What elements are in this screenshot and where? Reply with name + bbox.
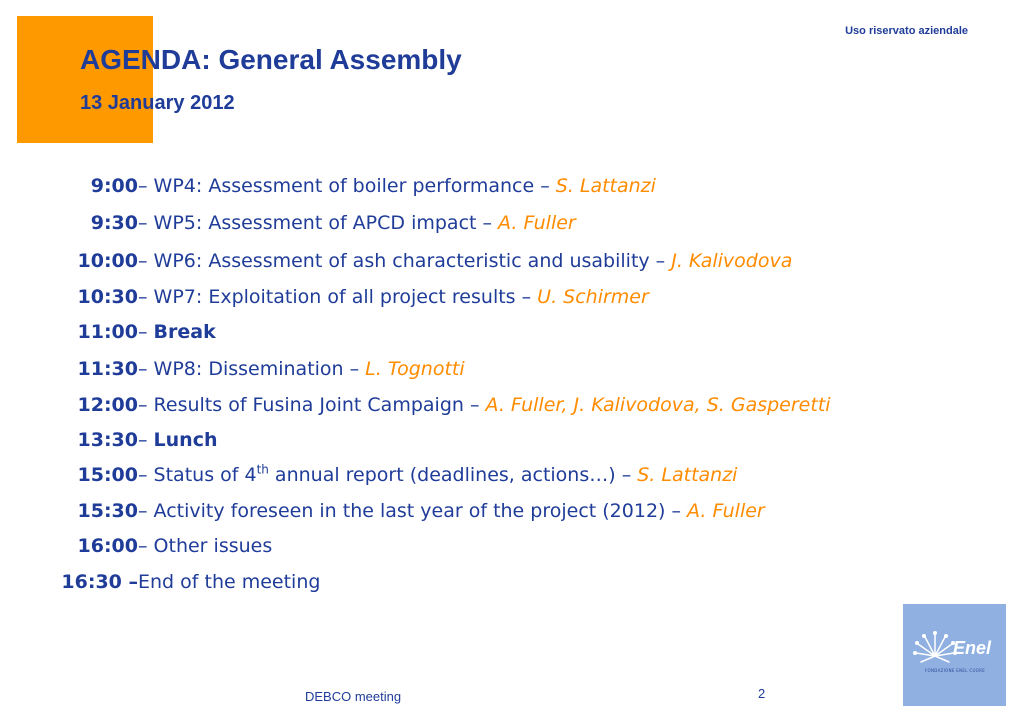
agenda-row <box>0 531 1000 561</box>
agenda-dash: – <box>138 500 154 522</box>
agenda-item: Break <box>153 321 216 343</box>
agenda-item: WP7: Exploitation of all project results – <box>153 286 538 308</box>
agenda-speaker: U. Schirmer <box>537 286 649 308</box>
agenda-item: WP4: Assessment of boiler performance – <box>153 175 556 197</box>
agenda-item: WP5: Assessment of APCD impact – <box>153 212 499 234</box>
agenda-dash: – <box>138 535 154 557</box>
agenda-time: 15:30 <box>77 500 138 522</box>
agenda-time: 12:00 <box>77 394 138 416</box>
agenda-dash: – <box>138 175 154 197</box>
agenda-speaker: A. Fuller <box>498 212 576 234</box>
agenda-dash: – <box>138 286 154 308</box>
agenda-time: 11:00 <box>77 321 138 343</box>
agenda-item: Lunch <box>153 429 218 451</box>
agenda-speaker: A. Fuller, J. Kalivodova, S. Gasperetti <box>485 394 831 416</box>
agenda-time: 9:30 <box>90 212 138 234</box>
agenda-row <box>0 171 1000 201</box>
agenda-speaker: A. Fuller <box>687 500 765 522</box>
agenda-row <box>0 246 1000 276</box>
agenda-row <box>0 282 1000 312</box>
agenda-speaker: S. Lattanzi <box>637 464 738 486</box>
footer-meeting-label: DEBCO meeting <box>305 689 402 704</box>
agenda-dash: – <box>138 464 154 486</box>
agenda-row <box>0 317 1000 347</box>
agenda-dash: – <box>138 358 154 380</box>
agenda-time: 15:00 <box>77 464 138 486</box>
agenda-item: Activity foreseen in the last year of the project (2012) – <box>153 500 688 522</box>
page-number: 2 <box>758 686 766 701</box>
agenda-dash: – <box>138 429 154 451</box>
agenda-row <box>0 567 1000 597</box>
agenda-row <box>0 390 1000 420</box>
agenda-item: WP8: Dissemination – <box>153 358 366 380</box>
agenda-row <box>0 460 1000 490</box>
agenda-item-prefix: Status of 4 <box>153 464 257 486</box>
agenda-time: 10:30 <box>77 286 138 308</box>
agenda-row <box>0 425 1000 455</box>
agenda-time: 13:30 <box>77 429 138 451</box>
classification-label: Uso riservato aziendale <box>845 25 968 37</box>
agenda-dash: – <box>138 321 154 343</box>
agenda-item: annual report (deadlines, actions…) – <box>268 464 638 486</box>
agenda-time: 16:00 <box>77 535 138 557</box>
ordinal-suffix: th <box>256 462 269 477</box>
agenda-item: WP6: Assessment of ash characteristic and usability – <box>153 250 672 272</box>
agenda-row <box>0 354 1000 384</box>
agenda-item: Other issues <box>153 535 273 557</box>
page-title: AGENDA: General Assembly <box>80 44 462 75</box>
agenda-row <box>0 208 1000 238</box>
agenda-dash: – <box>138 250 154 272</box>
agenda-item: End of the meeting <box>138 571 321 593</box>
agenda-dash: – <box>138 394 154 416</box>
orange-accent-block <box>17 16 153 143</box>
agenda-time: 10:00 <box>77 250 138 272</box>
agenda-item: Results of Fusina Joint Campaign – <box>153 394 486 416</box>
enel-logo <box>903 604 1006 706</box>
logo-caption: FONDAZIONE ENEL CUORE <box>924 668 986 673</box>
agenda-speaker: S. Lattanzi <box>555 175 656 197</box>
agenda-dash: – <box>138 212 154 234</box>
agenda-speaker: J. Kalivodova <box>671 250 793 272</box>
agenda-time: 11:30 <box>77 358 138 380</box>
agenda-time: 16:30 – <box>61 571 138 593</box>
agenda-time: 9:00 <box>90 175 138 197</box>
page-subtitle: 13 January 2012 <box>80 92 235 114</box>
agenda-row <box>0 496 1000 526</box>
agenda-speaker: L. Tognotti <box>365 358 465 380</box>
logo-wordmark: Enel <box>953 638 992 658</box>
